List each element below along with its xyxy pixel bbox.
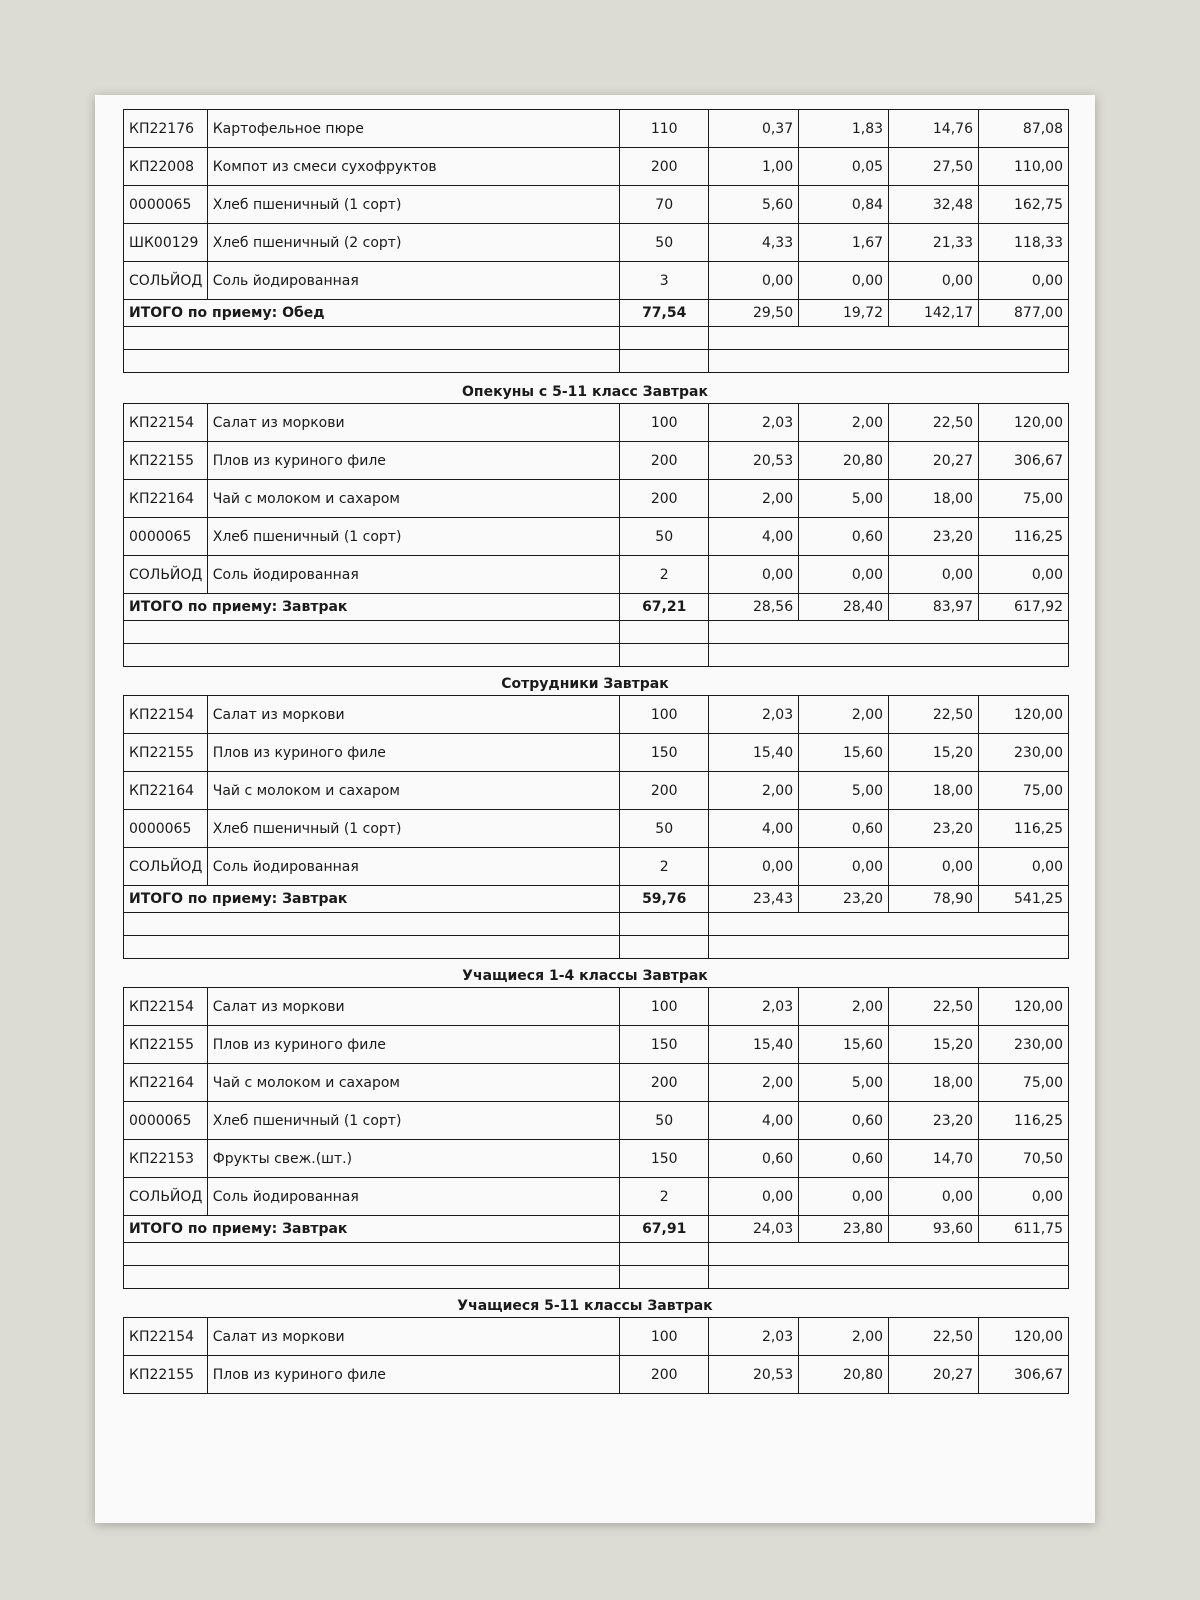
- dish-value: 20,80: [799, 1356, 889, 1394]
- dish-weight: 50: [620, 518, 709, 556]
- dish-value: 2,03: [709, 696, 799, 734]
- dish-value: 120,00: [978, 1318, 1068, 1356]
- empty-row: [124, 644, 1069, 667]
- section-title: Учащиеся 1-4 классы Завтрак: [462, 968, 708, 984]
- table-row: [124, 772, 1069, 810]
- table-row: [124, 1026, 1069, 1064]
- dish-value: 0,00: [799, 1178, 889, 1216]
- total-price: 77,54: [620, 300, 709, 327]
- dish-value: 75,00: [978, 480, 1068, 518]
- table-row: [124, 224, 1069, 262]
- empty-row: [124, 936, 1069, 959]
- total-label: ИТОГО по приему: Завтрак: [124, 1216, 620, 1243]
- dish-code: ШК00129: [124, 224, 208, 262]
- table-row: [124, 1064, 1069, 1102]
- dish-value: 4,33: [709, 224, 799, 262]
- dish-weight: 50: [620, 1102, 709, 1140]
- dish-weight: 200: [620, 772, 709, 810]
- dish-value: 22,50: [889, 988, 979, 1026]
- table-row: [124, 556, 1069, 594]
- dish-value: 0,00: [978, 1178, 1068, 1216]
- dish-weight: 150: [620, 1140, 709, 1178]
- menu-table-guardians-breakfast: [123, 403, 1069, 667]
- dish-name: Соль йодированная: [207, 1178, 620, 1216]
- dish-value: 0,60: [799, 1140, 889, 1178]
- empty-row: [124, 1266, 1069, 1289]
- dish-value: 23,20: [889, 1102, 979, 1140]
- dish-value: 15,60: [799, 734, 889, 772]
- dish-value: 15,40: [709, 734, 799, 772]
- total-value: 611,75: [978, 1216, 1068, 1243]
- dish-code: КП22153: [124, 1140, 208, 1178]
- dish-value: 110,00: [978, 148, 1068, 186]
- dish-weight: 100: [620, 696, 709, 734]
- total-value: 23,80: [799, 1216, 889, 1243]
- dish-code: КП22155: [124, 442, 208, 480]
- dish-code: КП22155: [124, 734, 208, 772]
- dish-value: 5,00: [799, 772, 889, 810]
- dish-code: КП22154: [124, 696, 208, 734]
- dish-value: 120,00: [978, 404, 1068, 442]
- dish-value: 14,70: [889, 1140, 979, 1178]
- dish-value: 0,00: [709, 556, 799, 594]
- empty-row: [124, 327, 1069, 350]
- dish-name: Соль йодированная: [207, 848, 620, 886]
- dish-weight: 200: [620, 442, 709, 480]
- dish-name: Плов из куриного филе: [207, 734, 620, 772]
- dish-value: 0,60: [799, 1102, 889, 1140]
- total-value: 19,72: [799, 300, 889, 327]
- total-value: 541,25: [978, 886, 1068, 913]
- dish-value: 0,05: [799, 148, 889, 186]
- empty-row: [124, 913, 1069, 936]
- dish-value: 22,50: [889, 1318, 979, 1356]
- dish-value: 116,25: [978, 1102, 1068, 1140]
- menu-table-grades-1-4-breakfast: [123, 987, 1069, 1289]
- total-row: [124, 300, 1069, 327]
- total-value: 142,17: [889, 300, 979, 327]
- total-value: 23,43: [709, 886, 799, 913]
- dish-value: 75,00: [978, 772, 1068, 810]
- dish-value: 15,60: [799, 1026, 889, 1064]
- dish-name: Плов из куриного филе: [207, 1356, 620, 1394]
- total-row: [124, 1216, 1069, 1243]
- dish-value: 0,84: [799, 186, 889, 224]
- dish-name: Салат из моркови: [207, 988, 620, 1026]
- empty-row: [124, 1243, 1069, 1266]
- dish-code: 0000065: [124, 810, 208, 848]
- dish-value: 70,50: [978, 1140, 1068, 1178]
- dish-value: 32,48: [889, 186, 979, 224]
- dish-code: КП22008: [124, 148, 208, 186]
- total-price: 67,91: [620, 1216, 709, 1243]
- menu-table-staff-breakfast: [123, 695, 1069, 959]
- dish-value: 4,00: [709, 810, 799, 848]
- dish-weight: 150: [620, 734, 709, 772]
- dish-value: 5,00: [799, 480, 889, 518]
- dish-value: 120,00: [978, 696, 1068, 734]
- dish-weight: 150: [620, 1026, 709, 1064]
- dish-value: 20,53: [709, 1356, 799, 1394]
- dish-name: Салат из моркови: [207, 1318, 620, 1356]
- dish-weight: 200: [620, 148, 709, 186]
- dish-value: 2,00: [709, 480, 799, 518]
- dish-weight: 3: [620, 262, 709, 300]
- dish-weight: 2: [620, 848, 709, 886]
- dish-value: 15,20: [889, 734, 979, 772]
- dish-value: 2,00: [709, 1064, 799, 1102]
- dish-weight: 110: [620, 110, 709, 148]
- dish-value: 0,00: [799, 848, 889, 886]
- total-value: 877,00: [978, 300, 1068, 327]
- dish-value: 22,50: [889, 404, 979, 442]
- dish-value: 22,50: [889, 696, 979, 734]
- dish-value: 5,60: [709, 186, 799, 224]
- dish-value: 15,20: [889, 1026, 979, 1064]
- dish-name: Компот из смеси сухофруктов: [207, 148, 620, 186]
- dish-code: КП22155: [124, 1356, 208, 1394]
- dish-value: 116,25: [978, 810, 1068, 848]
- dish-weight: 2: [620, 1178, 709, 1216]
- total-label: ИТОГО по приему: Завтрак: [124, 886, 620, 913]
- dish-code: КП22164: [124, 1064, 208, 1102]
- total-value: 28,56: [709, 594, 799, 621]
- dish-value: 1,00: [709, 148, 799, 186]
- total-value: 29,50: [709, 300, 799, 327]
- dish-code: КП22154: [124, 404, 208, 442]
- dish-name: Салат из моркови: [207, 404, 620, 442]
- dish-value: 306,67: [978, 1356, 1068, 1394]
- dish-weight: 100: [620, 404, 709, 442]
- dish-value: 1,67: [799, 224, 889, 262]
- dish-value: 20,80: [799, 442, 889, 480]
- dish-code: КП22155: [124, 1026, 208, 1064]
- dish-value: 0,60: [799, 518, 889, 556]
- dish-code: КП22164: [124, 772, 208, 810]
- dish-value: 4,00: [709, 1102, 799, 1140]
- dish-value: 75,00: [978, 1064, 1068, 1102]
- dish-value: 0,00: [889, 556, 979, 594]
- dish-value: 2,03: [709, 1318, 799, 1356]
- dish-value: 2,00: [709, 772, 799, 810]
- dish-value: 0,00: [709, 1178, 799, 1216]
- dish-value: 27,50: [889, 148, 979, 186]
- dish-value: 0,00: [799, 556, 889, 594]
- dish-value: 2,00: [799, 404, 889, 442]
- total-value: 78,90: [889, 886, 979, 913]
- total-label: ИТОГО по приему: Обед: [124, 300, 620, 327]
- dish-value: 0,37: [709, 110, 799, 148]
- table-row: [124, 110, 1069, 148]
- dish-name: Хлеб пшеничный (1 сорт): [207, 1102, 620, 1140]
- menu-table-grades-5-11-breakfast: [123, 1317, 1069, 1394]
- dish-code: КП22154: [124, 1318, 208, 1356]
- dish-value: 18,00: [889, 480, 979, 518]
- empty-row: [124, 621, 1069, 644]
- table-row: [124, 518, 1069, 556]
- dish-value: 230,00: [978, 1026, 1068, 1064]
- dish-name: Хлеб пшеничный (1 сорт): [207, 518, 620, 556]
- total-value: 28,40: [799, 594, 889, 621]
- dish-weight: 50: [620, 810, 709, 848]
- document-page: [95, 95, 1095, 1523]
- dish-code: СОЛЬЙОД: [124, 1178, 208, 1216]
- empty-row: [124, 350, 1069, 373]
- dish-value: 0,00: [709, 262, 799, 300]
- table-row: [124, 1140, 1069, 1178]
- dish-value: 1,83: [799, 110, 889, 148]
- dish-name: Плов из куриного филе: [207, 1026, 620, 1064]
- dish-name: Картофельное пюре: [207, 110, 620, 148]
- dish-value: 0,00: [978, 848, 1068, 886]
- dish-name: Чай с молоком и сахаром: [207, 772, 620, 810]
- dish-value: 0,00: [978, 262, 1068, 300]
- dish-code: 0000065: [124, 1102, 208, 1140]
- dish-value: 87,08: [978, 110, 1068, 148]
- dish-name: Хлеб пшеничный (1 сорт): [207, 810, 620, 848]
- dish-value: 2,00: [799, 988, 889, 1026]
- table-row: [124, 1102, 1069, 1140]
- total-value: 617,92: [978, 594, 1068, 621]
- dish-name: Чай с молоком и сахаром: [207, 1064, 620, 1102]
- dish-code: КП22176: [124, 110, 208, 148]
- table-row: [124, 988, 1069, 1026]
- dish-value: 2,00: [799, 1318, 889, 1356]
- dish-code: 0000065: [124, 186, 208, 224]
- section-title: Учащиеся 5-11 классы Завтрак: [457, 1298, 713, 1314]
- dish-value: 230,00: [978, 734, 1068, 772]
- dish-value: 0,00: [978, 556, 1068, 594]
- dish-value: 15,40: [709, 1026, 799, 1064]
- dish-value: 120,00: [978, 988, 1068, 1026]
- dish-value: 0,60: [709, 1140, 799, 1178]
- dish-code: СОЛЬЙОД: [124, 848, 208, 886]
- dish-code: КП22154: [124, 988, 208, 1026]
- table-row: [124, 848, 1069, 886]
- table-row: [124, 148, 1069, 186]
- dish-name: Фрукты свеж.(шт.): [207, 1140, 620, 1178]
- dish-name: Хлеб пшеничный (2 сорт): [207, 224, 620, 262]
- dish-name: Чай с молоком и сахаром: [207, 480, 620, 518]
- dish-value: 4,00: [709, 518, 799, 556]
- table-row: [124, 404, 1069, 442]
- total-value: 23,20: [799, 886, 889, 913]
- table-row: [124, 186, 1069, 224]
- dish-value: 0,00: [889, 1178, 979, 1216]
- total-price: 59,76: [620, 886, 709, 913]
- dish-value: 20,27: [889, 442, 979, 480]
- dish-weight: 100: [620, 1318, 709, 1356]
- dish-weight: 200: [620, 1356, 709, 1394]
- table-row: [124, 810, 1069, 848]
- dish-value: 0,00: [889, 848, 979, 886]
- dish-value: 0,00: [799, 262, 889, 300]
- total-label: ИТОГО по приему: Завтрак: [124, 594, 620, 621]
- table-row: [124, 442, 1069, 480]
- table-row: [124, 1356, 1069, 1394]
- menu-table-lunch: [123, 109, 1069, 373]
- table-row: [124, 262, 1069, 300]
- dish-value: 2,03: [709, 404, 799, 442]
- dish-value: 162,75: [978, 186, 1068, 224]
- dish-code: СОЛЬЙОД: [124, 556, 208, 594]
- dish-value: 21,33: [889, 224, 979, 262]
- dish-value: 116,25: [978, 518, 1068, 556]
- dish-weight: 50: [620, 224, 709, 262]
- section-title: Сотрудники Завтрак: [501, 676, 669, 692]
- dish-name: Соль йодированная: [207, 262, 620, 300]
- dish-code: 0000065: [124, 518, 208, 556]
- table-row: [124, 1318, 1069, 1356]
- dish-value: 18,00: [889, 1064, 979, 1102]
- dish-value: 5,00: [799, 1064, 889, 1102]
- dish-weight: 100: [620, 988, 709, 1026]
- total-value: 24,03: [709, 1216, 799, 1243]
- table-row: [124, 1178, 1069, 1216]
- dish-value: 0,00: [889, 262, 979, 300]
- table-row: [124, 734, 1069, 772]
- total-value: 93,60: [889, 1216, 979, 1243]
- dish-weight: 200: [620, 1064, 709, 1102]
- dish-weight: 200: [620, 480, 709, 518]
- table-row: [124, 696, 1069, 734]
- dish-name: Плов из куриного филе: [207, 442, 620, 480]
- dish-name: Салат из моркови: [207, 696, 620, 734]
- dish-value: 20,53: [709, 442, 799, 480]
- dish-value: 23,20: [889, 810, 979, 848]
- dish-value: 18,00: [889, 772, 979, 810]
- dish-value: 118,33: [978, 224, 1068, 262]
- dish-value: 306,67: [978, 442, 1068, 480]
- total-row: [124, 594, 1069, 621]
- total-price: 67,21: [620, 594, 709, 621]
- dish-value: 2,03: [709, 988, 799, 1026]
- dish-name: Соль йодированная: [207, 556, 620, 594]
- total-row: [124, 886, 1069, 913]
- section-title: Опекуны с 5-11 класс Завтрак: [462, 384, 708, 400]
- dish-value: 2,00: [799, 696, 889, 734]
- dish-weight: 2: [620, 556, 709, 594]
- total-value: 83,97: [889, 594, 979, 621]
- dish-value: 23,20: [889, 518, 979, 556]
- dish-name: Хлеб пшеничный (1 сорт): [207, 186, 620, 224]
- dish-value: 0,60: [799, 810, 889, 848]
- dish-value: 20,27: [889, 1356, 979, 1394]
- dish-weight: 70: [620, 186, 709, 224]
- table-row: [124, 480, 1069, 518]
- dish-value: 0,00: [709, 848, 799, 886]
- dish-code: КП22164: [124, 480, 208, 518]
- dish-value: 14,76: [889, 110, 979, 148]
- dish-code: СОЛЬЙОД: [124, 262, 208, 300]
